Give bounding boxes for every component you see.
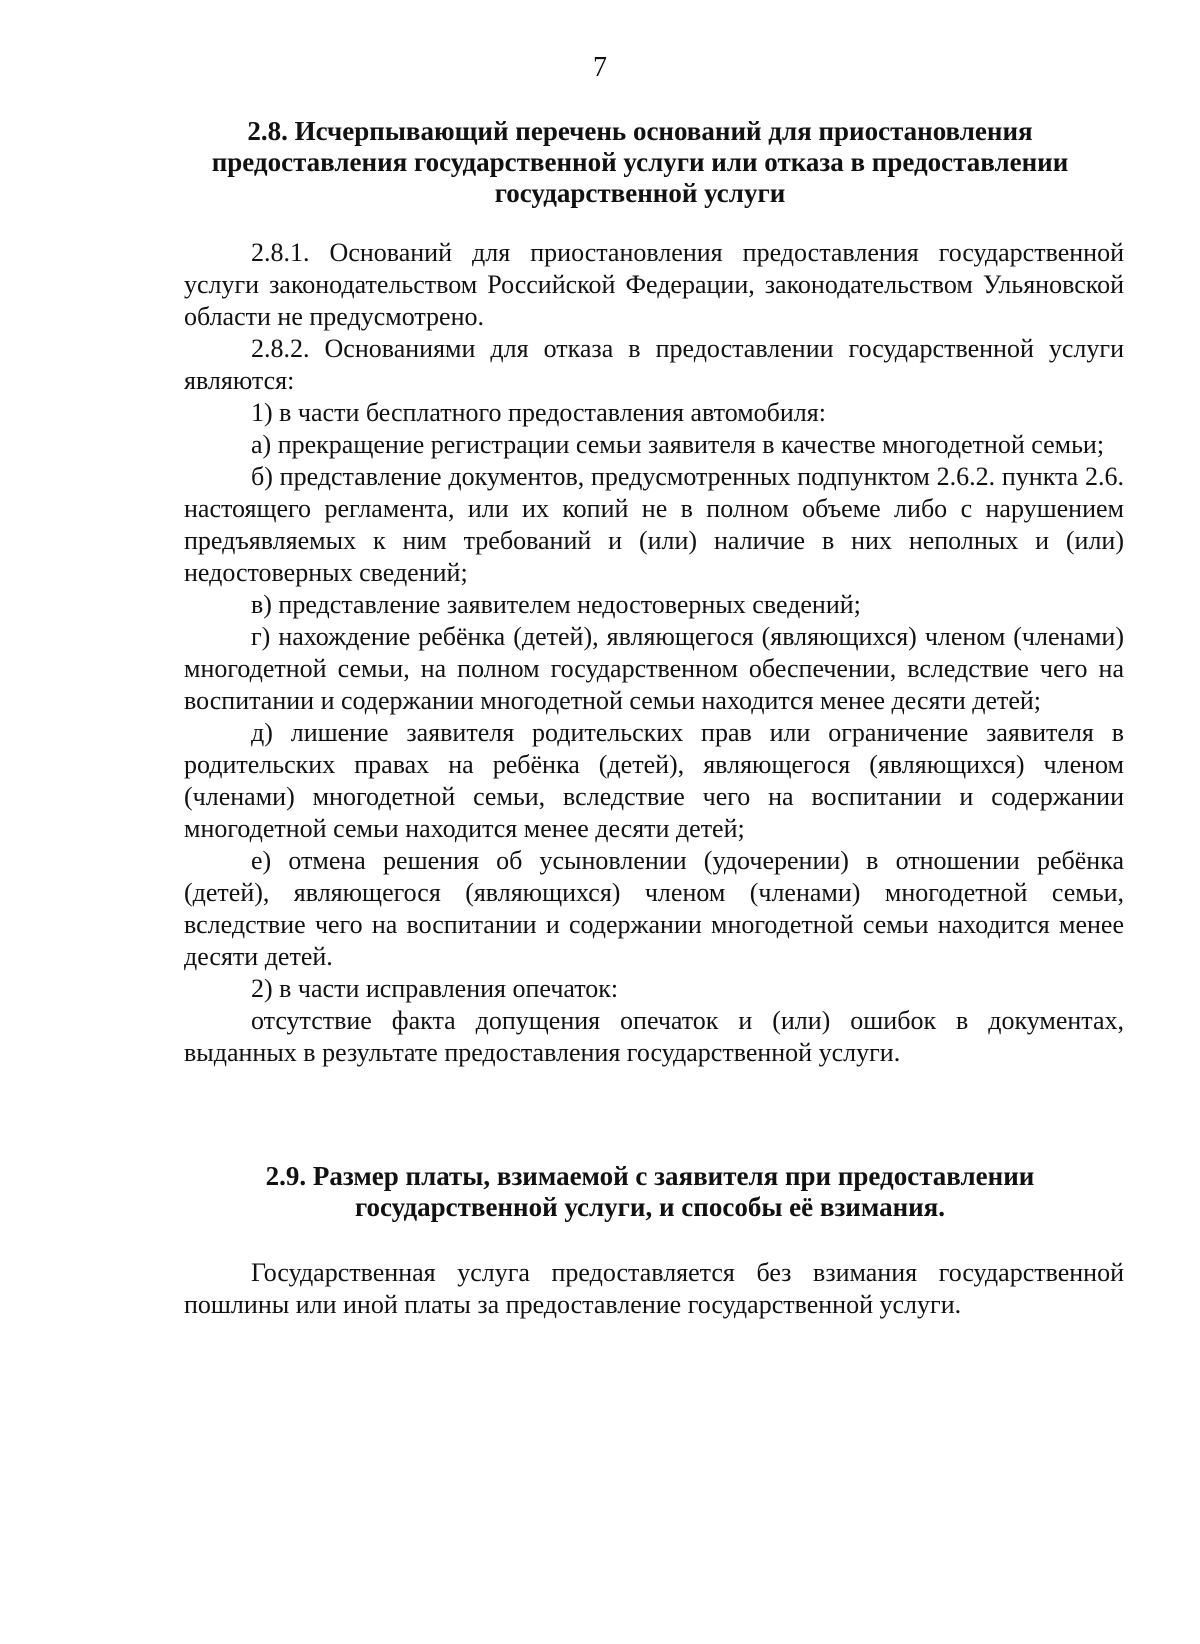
section-heading-2-9 (170, 1161, 1130, 1223)
paragraph: а) прекращение регистрации семьи заявителя в качестве многодетной семьи; (251, 430, 1105, 459)
heading-line: предоставления государственной услуги или отказа в предоставлении (211, 147, 1069, 177)
paragraph: в) представление заявителем недостоверных сведений; (251, 590, 861, 619)
heading-line: государственной услуги (494, 178, 786, 208)
section-2-9-body (184, 1257, 1124, 1321)
paragraph: 2.8.1. Оснований для приостановления предоставления государственной услуги законодательством Российской Федерации, законодательством Ульяновской области не предусмотрено. (184, 238, 1124, 331)
heading-line: 2.9. Размер платы, взимаемой с заявителя при предоставлении (265, 1161, 1035, 1191)
paragraph: Государственная услуга предоставляется без взимания государственной пошлины или иной платы за предоставление государственной услуги. (184, 1258, 1124, 1319)
paragraph: г) нахождение ребёнка (детей), являющегося (являющихся) членом (членами) многодетной семьи, на полном государственном обеспечении, вследствие чего на воспитании и содержании многодетной семьи находится менее десяти детей; (184, 622, 1124, 715)
page-number: 7 (593, 52, 607, 83)
heading-line: 2.8. Исчерпывающий перечень оснований для приостановления (247, 116, 1033, 146)
paragraph: 2.8.2. Основаниями для отказа в предоставлении государственной услуги являются: (184, 334, 1124, 395)
paragraph: д) лишение заявителя родительских прав или ограничение заявителя в родительских правах на ребёнка (детей), являющегося (являющихся) членом (членами) многодетной семьи, вследствие чего на воспитании и содержании многодетной семьи находится менее десяти детей; (184, 718, 1124, 843)
paragraph: 1) в части бесплатного предоставления автомобиля: (251, 398, 826, 427)
section-heading-2-8 (160, 116, 1120, 209)
section-2-8-body (184, 237, 1124, 1069)
paragraph: 2) в части исправления опечаток: (251, 974, 619, 1003)
paragraph: е) отмена решения об усыновлении (удочерении) в отношении ребёнка (детей), являющегося (являющихся) членом (членами) многодетной семьи, вследствие чего на воспитании и содержании многодетной семьи находится менее десяти детей. (184, 846, 1124, 971)
paragraph: б) представление документов, предусмотренных подпунктом 2.6.2. пункта 2.6. настоящего регламента, или их копий не в полном объеме либо с нарушением предъявляемых к ним требований и (или) наличие в них неполных и (или) недостоверных сведений; (184, 462, 1124, 587)
heading-line: государственной услуги, и способы её взимания. (354, 1192, 946, 1222)
paragraph: отсутствие факта допущения опечаток и (или) ошибок в документах, выданных в результате предоставления государственной услуги. (184, 1006, 1124, 1067)
